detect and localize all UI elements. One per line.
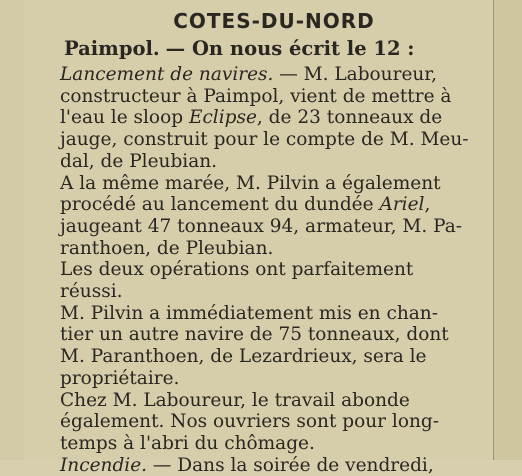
text-line: [60, 346, 488, 368]
dateline-town: Paimpol.: [64, 37, 160, 60]
text-run: procédé au lancement du dundée: [60, 194, 380, 216]
text-run: M. Pilvin a immédiatement mis en chan-: [60, 302, 438, 324]
paragraph: [60, 455, 488, 476]
paragraph: [60, 173, 488, 260]
adjacent-column-edge: [493, 0, 522, 460]
text-run: l'eau le sloop: [60, 107, 189, 129]
text-line: [60, 259, 488, 281]
text-line: [60, 64, 488, 86]
text-line: [60, 107, 488, 129]
italic-text: Lancement de navires.: [60, 64, 274, 85]
text-run: réussi.: [60, 281, 123, 303]
text-run: — M. Laboureur,: [273, 64, 437, 85]
text-line: [60, 411, 488, 433]
paragraph: [60, 390, 488, 455]
section-heading: COTES-DU-NORD: [173, 9, 375, 33]
italic-text: Ariel: [379, 194, 425, 216]
paragraph: [60, 259, 488, 302]
text-line: [60, 238, 488, 260]
text-run: A la même marée, M. Pilvin a également: [60, 172, 441, 194]
text-run: jaugeant 47 tonneaux 94, armateur, M. Pa-: [60, 215, 462, 237]
text-run: Chez M. Laboureur, le travail abonde: [60, 389, 410, 411]
text-line: [60, 455, 488, 476]
paragraph: [60, 64, 488, 173]
italic-text: Incendie.: [60, 454, 148, 476]
text-line: [60, 151, 488, 173]
text-line: [60, 281, 488, 303]
text-run: dal, de Pleubian.: [60, 150, 218, 172]
text-run: jauge, construit pour le compte de M. Meu-: [60, 129, 469, 151]
text-line: [60, 433, 488, 455]
text-run: également. Nos ouvriers sont pour long-: [60, 411, 439, 433]
text-line: [60, 303, 488, 325]
article-body: [60, 64, 488, 476]
dateline: [64, 36, 488, 62]
text-run: Les deux opérations ont parfaitement: [60, 259, 414, 281]
dateline-text: — On nous écrit le 12 :: [165, 37, 415, 60]
text-line: [60, 173, 488, 195]
left-margin: [0, 0, 24, 460]
text-run: constructeur à Paimpol, vient de mettre à: [60, 85, 452, 107]
text-line: [60, 194, 488, 216]
text-line: [60, 324, 488, 346]
text-run: ranthoen, de Pleubian.: [60, 237, 274, 259]
text-line: [60, 216, 488, 238]
text-line: [60, 390, 488, 412]
text-run: , de 23 tonneaux de: [256, 107, 443, 129]
text-run: tier un autre navire de 75 tonneaux, dont: [60, 324, 449, 346]
italic-text: Eclipse: [188, 107, 257, 129]
text-run: propriétaire.: [60, 367, 180, 389]
text-line: [60, 86, 488, 108]
text-line: [60, 368, 488, 390]
text-line: [60, 129, 488, 151]
article-column: [60, 8, 488, 476]
text-run: M. Paranthoen, de Lezardrieux, sera le: [60, 346, 427, 368]
text-run: ,: [424, 194, 431, 216]
text-run: — Dans la soirée de vendredi,: [147, 454, 434, 476]
text-run: temps à l'abri du chômage.: [60, 432, 315, 454]
paragraph: [60, 303, 488, 390]
